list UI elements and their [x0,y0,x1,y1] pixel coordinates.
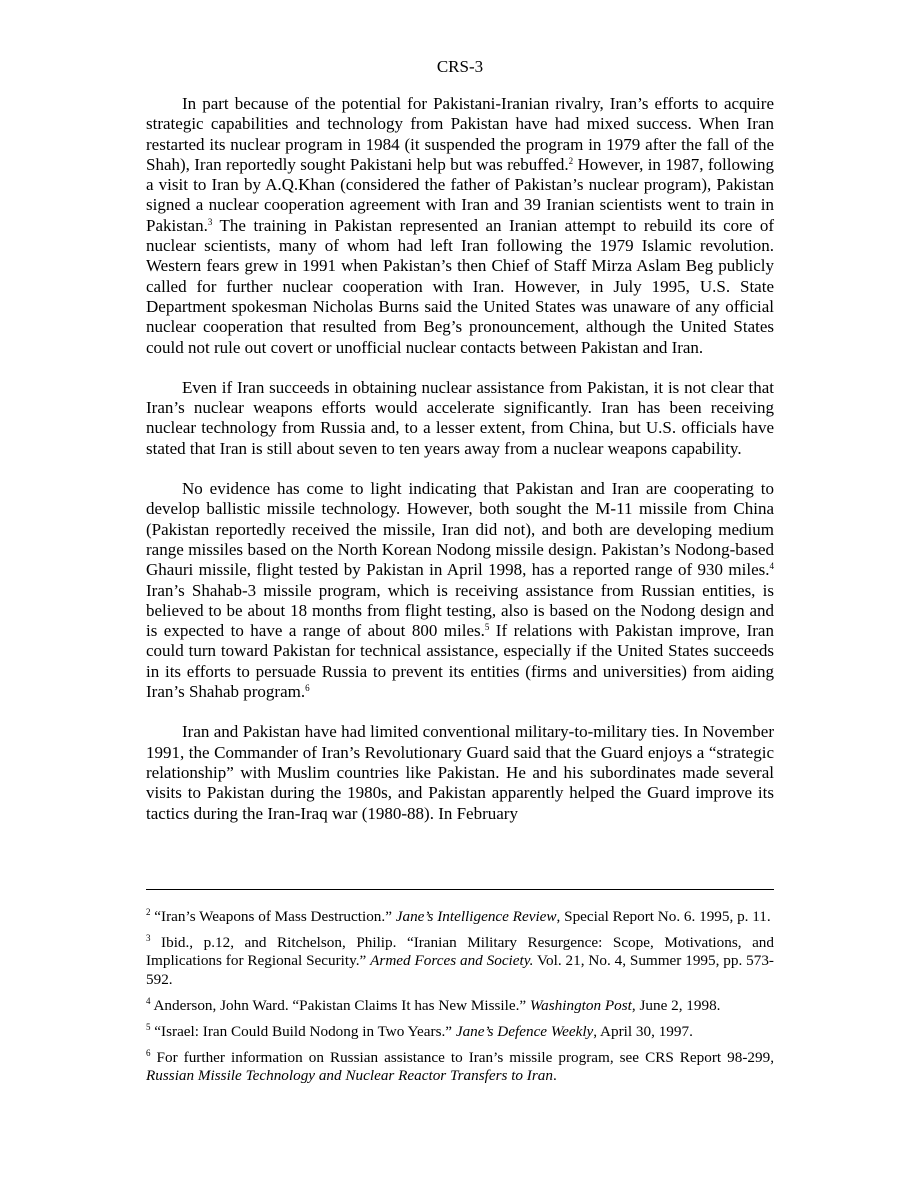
paragraph-3-text-b: Iran’s Shahab-3 missile program, which is receiving assistance from Russian entities, is believed to be about 18 months from flight testing, also is based on the Nodong design and is expected to have a range of about 800 miles. [146,580,774,641]
footnote-text-end: , April 30, 1997. [593,1023,693,1041]
body-text [146,94,774,844]
footnote-number: 2 [146,907,151,917]
paragraph-3 [146,479,774,702]
footnote-publication: Jane’s Defence Weekly [455,1023,594,1041]
footnote-publication: Jane’s Intelligence Review [395,908,557,925]
footnote-text-end: , June 2, 1998. [631,996,721,1014]
paragraph-1-text-b: However, in 1987, following a visit to Iran by A.Q.Khan (considered the father of Pakistan’s nuclear program), Pakistan signed a nuclear cooperation agreement with Iran and 39 Iranian scientists went to train in Pakistan. [146,154,774,235]
footnote-ref-3[interactable]: 3 [207,216,213,227]
footnote-text-end: . [552,1067,557,1085]
footnote-text-end: Vol. 21, No. 4, Summer 1995, pp. 573-592. [146,952,774,988]
footnote-number: 4 [146,995,151,1006]
footnote-divider [146,889,774,890]
footnote-text: “Iran’s Weapons of Mass Destruction.” [154,908,396,925]
footnote-text: For further information on Russian assistance to Iran’s missile program, see CRS Report 98-299, [156,1049,774,1067]
footnote-5 [146,1023,774,1041]
paragraph-1-text-a: In part because of the potential for Pakistani-Iranian rivalry, Iran’s efforts to acquire strategic capabilities and technology from Pakistan have had mixed success. When Iran restarted its nuclear program in 1984 (it suspended the program in 1979 after the fall of the Shah), Iran reportedly sought Pakistani help but was rebuffed. [146,94,774,174]
footnote-ref-4[interactable]: 4 [769,561,774,572]
paragraph-3-text-c: If relations with Pakistan improve, Iran could turn toward Pakistan for technical assistance, especially if the United States succeeds in its efforts to persuade Russia to prevent its entities (firms and universities) from aiding Iran’s Shahab program. [146,621,774,702]
footnote-number: 5 [146,1022,151,1033]
footnote-text: “Israel: Iran Could Build Nodong in Two Years.” [154,1023,456,1041]
footnote-ref-5[interactable]: 5 [484,622,490,633]
footnotes [146,908,774,1094]
page-header: CRS-3 [436,57,484,76]
footnote-publication: Russian Missile Technology and Nuclear Reactor Transfers to Iran [146,1067,553,1085]
paragraph-3-text-a: No evidence has come to light indicating that Pakistan and Iran are cooperating to develop ballistic missile technology. However, both sought the M-11 missile from China (Pakistan reportedly received the missile, Iran did not), and both are developing medium range missiles based on the North Korean Nodong missile design. Pakistan’s Nodong-based Ghauri missile, flight tested by Pakistan in April 1998, has a reported range of 930 miles. [146,479,774,580]
footnote-4 [146,997,774,1015]
footnote-text-end: , Special Report No. 6. 1995, p. 11. [556,908,771,925]
footnote-ref-6[interactable]: 6 [305,683,310,694]
paragraph-1-text-c: The training in Pakistan represented an Iranian attempt to rebuild its core of nuclear scientists, many of whom had left Iran following the 1979 Islamic revolution. Western fears grew in 1991 when Pakistan’s then Chief of Staff Mirza Aslam Beg publicly called for further nuclear cooperation with Iran. However, in July 1995, U.S. State Department spokesman Nicholas Burns said the United States was unaware of any official nuclear cooperation that resulted from Beg’s pronouncement, although the United States could not rule out covert or unofficial nuclear contacts between Pakistan and Iran. [146,215,774,357]
footnote-publication: Washington Post [529,996,632,1014]
paragraph-4: Iran and Pakistan have had limited conventional military-to-military ties. In November 1991, the Commander of Iran’s Revolutionary Guard said that the Guard enjoys a “strategic relationship” with Muslim countries like Pakistan. He and his subordinates made several visits to Pakistan during the 1980s, and Pakistan apparently helped the Guard improve its tactics during the Iran-Iraq war (1980-88). In February [146,722,774,823]
footnote-2 [146,908,774,926]
footnote-publication: Armed Forces and Society. [370,952,534,970]
paragraph-1 [146,94,774,358]
footnote-ref-2[interactable]: 2 [568,155,574,166]
footnote-text: Anderson, John Ward. “Pakistan Claims It has New Missile.” [153,996,530,1014]
footnote-text: Ibid., p.12, and Ritchelson, Philip. “Iranian Military Resurgence: Scope, Motivations, and Implications for Regional Security.” [146,934,774,970]
footnote-6 [146,1049,774,1085]
footnote-3 [146,934,774,989]
footnote-number: 3 [146,933,151,944]
paragraph-2: Even if Iran succeeds in obtaining nuclear assistance from Pakistan, it is not clear that Iran’s nuclear weapons efforts would accelerate significantly. Iran has been receiving nuclear technology from Russia and, to a lesser extent, from China, but U.S. officials have stated that Iran is still about seven to ten years away from a nuclear weapons capability. [146,377,774,458]
footnote-number: 6 [146,1048,151,1059]
